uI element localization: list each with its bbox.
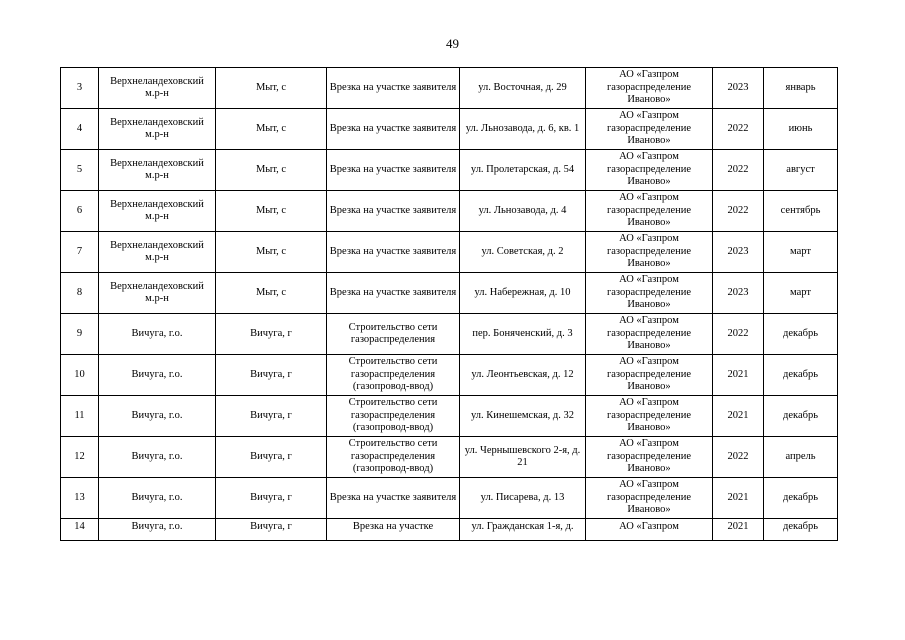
- district-cell: Верхнеландеховский м.р-н: [99, 232, 216, 273]
- address-cell: ул. Льнозавода, д. 4: [460, 191, 586, 232]
- work-type-cell: Врезка на участке заявителя: [327, 150, 460, 191]
- table-row: [61, 396, 838, 437]
- row-number-cell: 10: [61, 355, 99, 396]
- work-type-cell: Врезка на участке: [327, 519, 460, 541]
- table-row: [61, 478, 838, 519]
- month-cell: июнь: [764, 109, 838, 150]
- organization-cell: АО «Газпром газораспределение Иваново»: [586, 273, 713, 314]
- table-row: [61, 437, 838, 478]
- month-cell: декабрь: [764, 355, 838, 396]
- organization-cell: АО «Газпром газораспределение Иваново»: [586, 437, 713, 478]
- district-cell: Вичуга, г.о.: [99, 478, 216, 519]
- table-row: [61, 519, 838, 541]
- locality-cell: Вичуга, г: [216, 355, 327, 396]
- locality-cell: Вичуга, г: [216, 478, 327, 519]
- locality-cell: Мыт, с: [216, 232, 327, 273]
- district-cell: Вичуга, г.о.: [99, 355, 216, 396]
- table-row: [61, 355, 838, 396]
- locality-cell: Вичуга, г: [216, 396, 327, 437]
- address-cell: ул. Чернышевского 2-я, д. 21: [460, 437, 586, 478]
- locality-cell: Мыт, с: [216, 273, 327, 314]
- page-number: 49: [446, 36, 459, 51]
- year-cell: 2021: [713, 478, 764, 519]
- district-cell: Вичуга, г.о.: [99, 314, 216, 355]
- organization-cell: АО «Газпром газораспределение Иваново»: [586, 232, 713, 273]
- address-cell: ул. Льнозавода, д. 6, кв. 1: [460, 109, 586, 150]
- organization-cell: АО «Газпром: [586, 519, 713, 541]
- year-cell: 2023: [713, 68, 764, 109]
- month-cell: декабрь: [764, 314, 838, 355]
- work-type-cell: Врезка на участке заявителя: [327, 273, 460, 314]
- year-cell: 2022: [713, 314, 764, 355]
- year-cell: 2022: [713, 437, 764, 478]
- district-cell: Верхнеландеховский м.р-н: [99, 273, 216, 314]
- organization-cell: АО «Газпром газораспределение Иваново»: [586, 68, 713, 109]
- address-cell: ул. Советская, д. 2: [460, 232, 586, 273]
- district-cell: Верхнеландеховский м.р-н: [99, 150, 216, 191]
- month-cell: январь: [764, 68, 838, 109]
- locality-cell: Вичуга, г: [216, 314, 327, 355]
- work-type-cell: Врезка на участке заявителя: [327, 232, 460, 273]
- row-number-cell: 3: [61, 68, 99, 109]
- locality-cell: Мыт, с: [216, 109, 327, 150]
- table-row: [61, 191, 838, 232]
- row-number-cell: 12: [61, 437, 99, 478]
- address-cell: ул. Леонтьевская, д. 12: [460, 355, 586, 396]
- organization-cell: АО «Газпром газораспределение Иваново»: [586, 396, 713, 437]
- row-number-cell: 11: [61, 396, 99, 437]
- month-cell: март: [764, 273, 838, 314]
- district-cell: Верхнеландеховский м.р-н: [99, 68, 216, 109]
- row-number-cell: 14: [61, 519, 99, 541]
- table-row: [61, 109, 838, 150]
- work-type-cell: Строительство сети газораспределения (газопровод-ввод): [327, 437, 460, 478]
- locality-cell: Мыт, с: [216, 191, 327, 232]
- district-cell: Вичуга, г.о.: [99, 437, 216, 478]
- year-cell: 2023: [713, 232, 764, 273]
- district-cell: Верхнеландеховский м.р-н: [99, 191, 216, 232]
- district-cell: Вичуга, г.о.: [99, 519, 216, 541]
- month-cell: апрель: [764, 437, 838, 478]
- address-cell: ул. Писарева, д. 13: [460, 478, 586, 519]
- year-cell: 2021: [713, 396, 764, 437]
- work-type-cell: Строительство сети газораспределения: [327, 314, 460, 355]
- organization-cell: АО «Газпром газораспределение Иваново»: [586, 314, 713, 355]
- organization-cell: АО «Газпром газораспределение Иваново»: [586, 109, 713, 150]
- work-type-cell: Врезка на участке заявителя: [327, 68, 460, 109]
- month-cell: декабрь: [764, 396, 838, 437]
- row-number-cell: 5: [61, 150, 99, 191]
- address-cell: ул. Гражданская 1-я, д.: [460, 519, 586, 541]
- table-row: [61, 232, 838, 273]
- table-row: [61, 314, 838, 355]
- row-number-cell: 6: [61, 191, 99, 232]
- month-cell: август: [764, 150, 838, 191]
- district-cell: Верхнеландеховский м.р-н: [99, 109, 216, 150]
- row-number-cell: 13: [61, 478, 99, 519]
- schedule-table: [60, 67, 838, 541]
- organization-cell: АО «Газпром газораспределение Иваново»: [586, 478, 713, 519]
- address-cell: ул. Восточная, д. 29: [460, 68, 586, 109]
- table-row: [61, 150, 838, 191]
- row-number-cell: 7: [61, 232, 99, 273]
- address-cell: ул. Пролетарская, д. 54: [460, 150, 586, 191]
- work-type-cell: Врезка на участке заявителя: [327, 191, 460, 232]
- year-cell: 2021: [713, 355, 764, 396]
- address-cell: ул. Кинешемская, д. 32: [460, 396, 586, 437]
- table-body: [61, 68, 838, 541]
- row-number-cell: 4: [61, 109, 99, 150]
- work-type-cell: Строительство сети газораспределения (газопровод-ввод): [327, 396, 460, 437]
- address-cell: ул. Набережная, д. 10: [460, 273, 586, 314]
- year-cell: 2022: [713, 191, 764, 232]
- year-cell: 2021: [713, 519, 764, 541]
- row-number-cell: 9: [61, 314, 99, 355]
- row-number-cell: 8: [61, 273, 99, 314]
- month-cell: декабрь: [764, 478, 838, 519]
- work-type-cell: Врезка на участке заявителя: [327, 478, 460, 519]
- month-cell: март: [764, 232, 838, 273]
- year-cell: 2023: [713, 273, 764, 314]
- work-type-cell: Врезка на участке заявителя: [327, 109, 460, 150]
- table-row: [61, 68, 838, 109]
- locality-cell: Вичуга, г: [216, 437, 327, 478]
- work-type-cell: Строительство сети газораспределения (газопровод-ввод): [327, 355, 460, 396]
- year-cell: 2022: [713, 109, 764, 150]
- district-cell: Вичуга, г.о.: [99, 396, 216, 437]
- table-row: [61, 273, 838, 314]
- locality-cell: Мыт, с: [216, 68, 327, 109]
- locality-cell: Мыт, с: [216, 150, 327, 191]
- year-cell: 2022: [713, 150, 764, 191]
- organization-cell: АО «Газпром газораспределение Иваново»: [586, 191, 713, 232]
- month-cell: сентябрь: [764, 191, 838, 232]
- address-cell: пер. Боняченский, д. 3: [460, 314, 586, 355]
- month-cell: декабрь: [764, 519, 838, 541]
- organization-cell: АО «Газпром газораспределение Иваново»: [586, 150, 713, 191]
- locality-cell: Вичуга, г: [216, 519, 327, 541]
- organization-cell: АО «Газпром газораспределение Иваново»: [586, 355, 713, 396]
